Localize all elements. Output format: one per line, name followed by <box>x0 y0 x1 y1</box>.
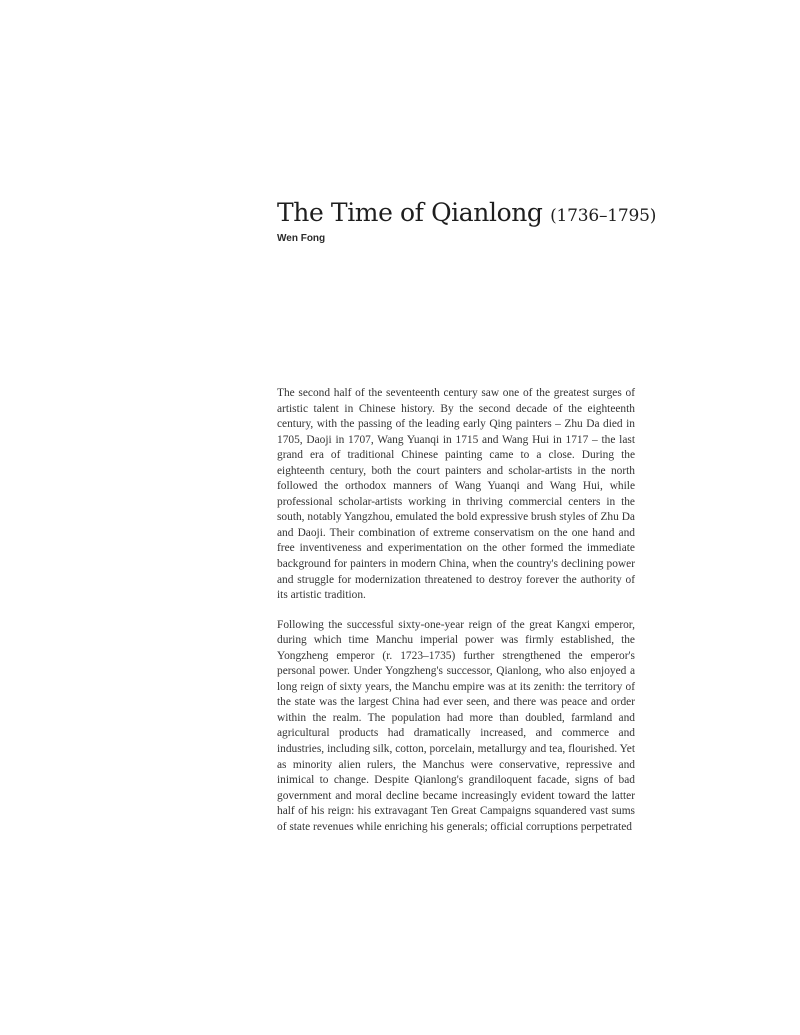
author-name: Wen Fong <box>277 233 326 244</box>
paragraph: Following the successful sixty-one-year reign of the great Kangxi emperor, during which time Manchu imperial power was firmly established, the Yongzheng emperor (r. 1723–1735) further strengthened the emperor's personal power. Under Yongzheng's successor, Qianlong, who also enjoyed a long reign of sixty years, the Manchu empire was at its zenith: the territory of the state was the largest China had ever seen, and there was peace and order within the realm. The population had more than doubled, farmland and agricultural products had dramatically increased, and commerce and industries, including silk, cotton, porcelain, metallurgy and tea, flourished. Yet as minority alien rulers, the Manchus were conservative, repressive and inimical to change. Despite Qianlong's grandiloquent facade, signs of bad government and moral decline became increasingly evident toward the latter half of his reign: his extravagant Ten Great Campaigns squandered vast sums of state revenues while enriching his generals; official corruptions perpetrated <box>277 618 635 833</box>
chapter-title-text: The Time of Qianlong <box>277 198 543 227</box>
paragraph: The second half of the seventeenth century saw one of the greatest surges of artistic talent in Chinese history. By the second decade of the eighteenth century, with the passing of the leading early Qing painters – Zhu Da died in 1705, Daoji in 1707, Wang Yuanqi in 1715 and Wang Hui in 1717 – the last grand era of traditional Chinese painting came to a close. During the eighteenth century, both the court painters and scholar-artists in the north followed the orthodox manners of Wang Yuanqi and Wang Hui, while professional scholar-artists working in thriving commercial centers in the south, notably Yangzhou, emulated the bold expressive brush styles of Zhu Da and Daoji. Their combination of extreme conservatism on the one hand and free inventiveness and experimentation on the other formed the immediate background for painters in modern China, when the country's declining power and struggle for modernization threatened to destroy forever the authority of its artistic tradition. <box>277 387 635 602</box>
body-text <box>277 386 635 849</box>
heading-block <box>277 197 657 245</box>
chapter-title <box>277 197 657 232</box>
chapter-dates: (1736–1795) <box>550 206 657 226</box>
